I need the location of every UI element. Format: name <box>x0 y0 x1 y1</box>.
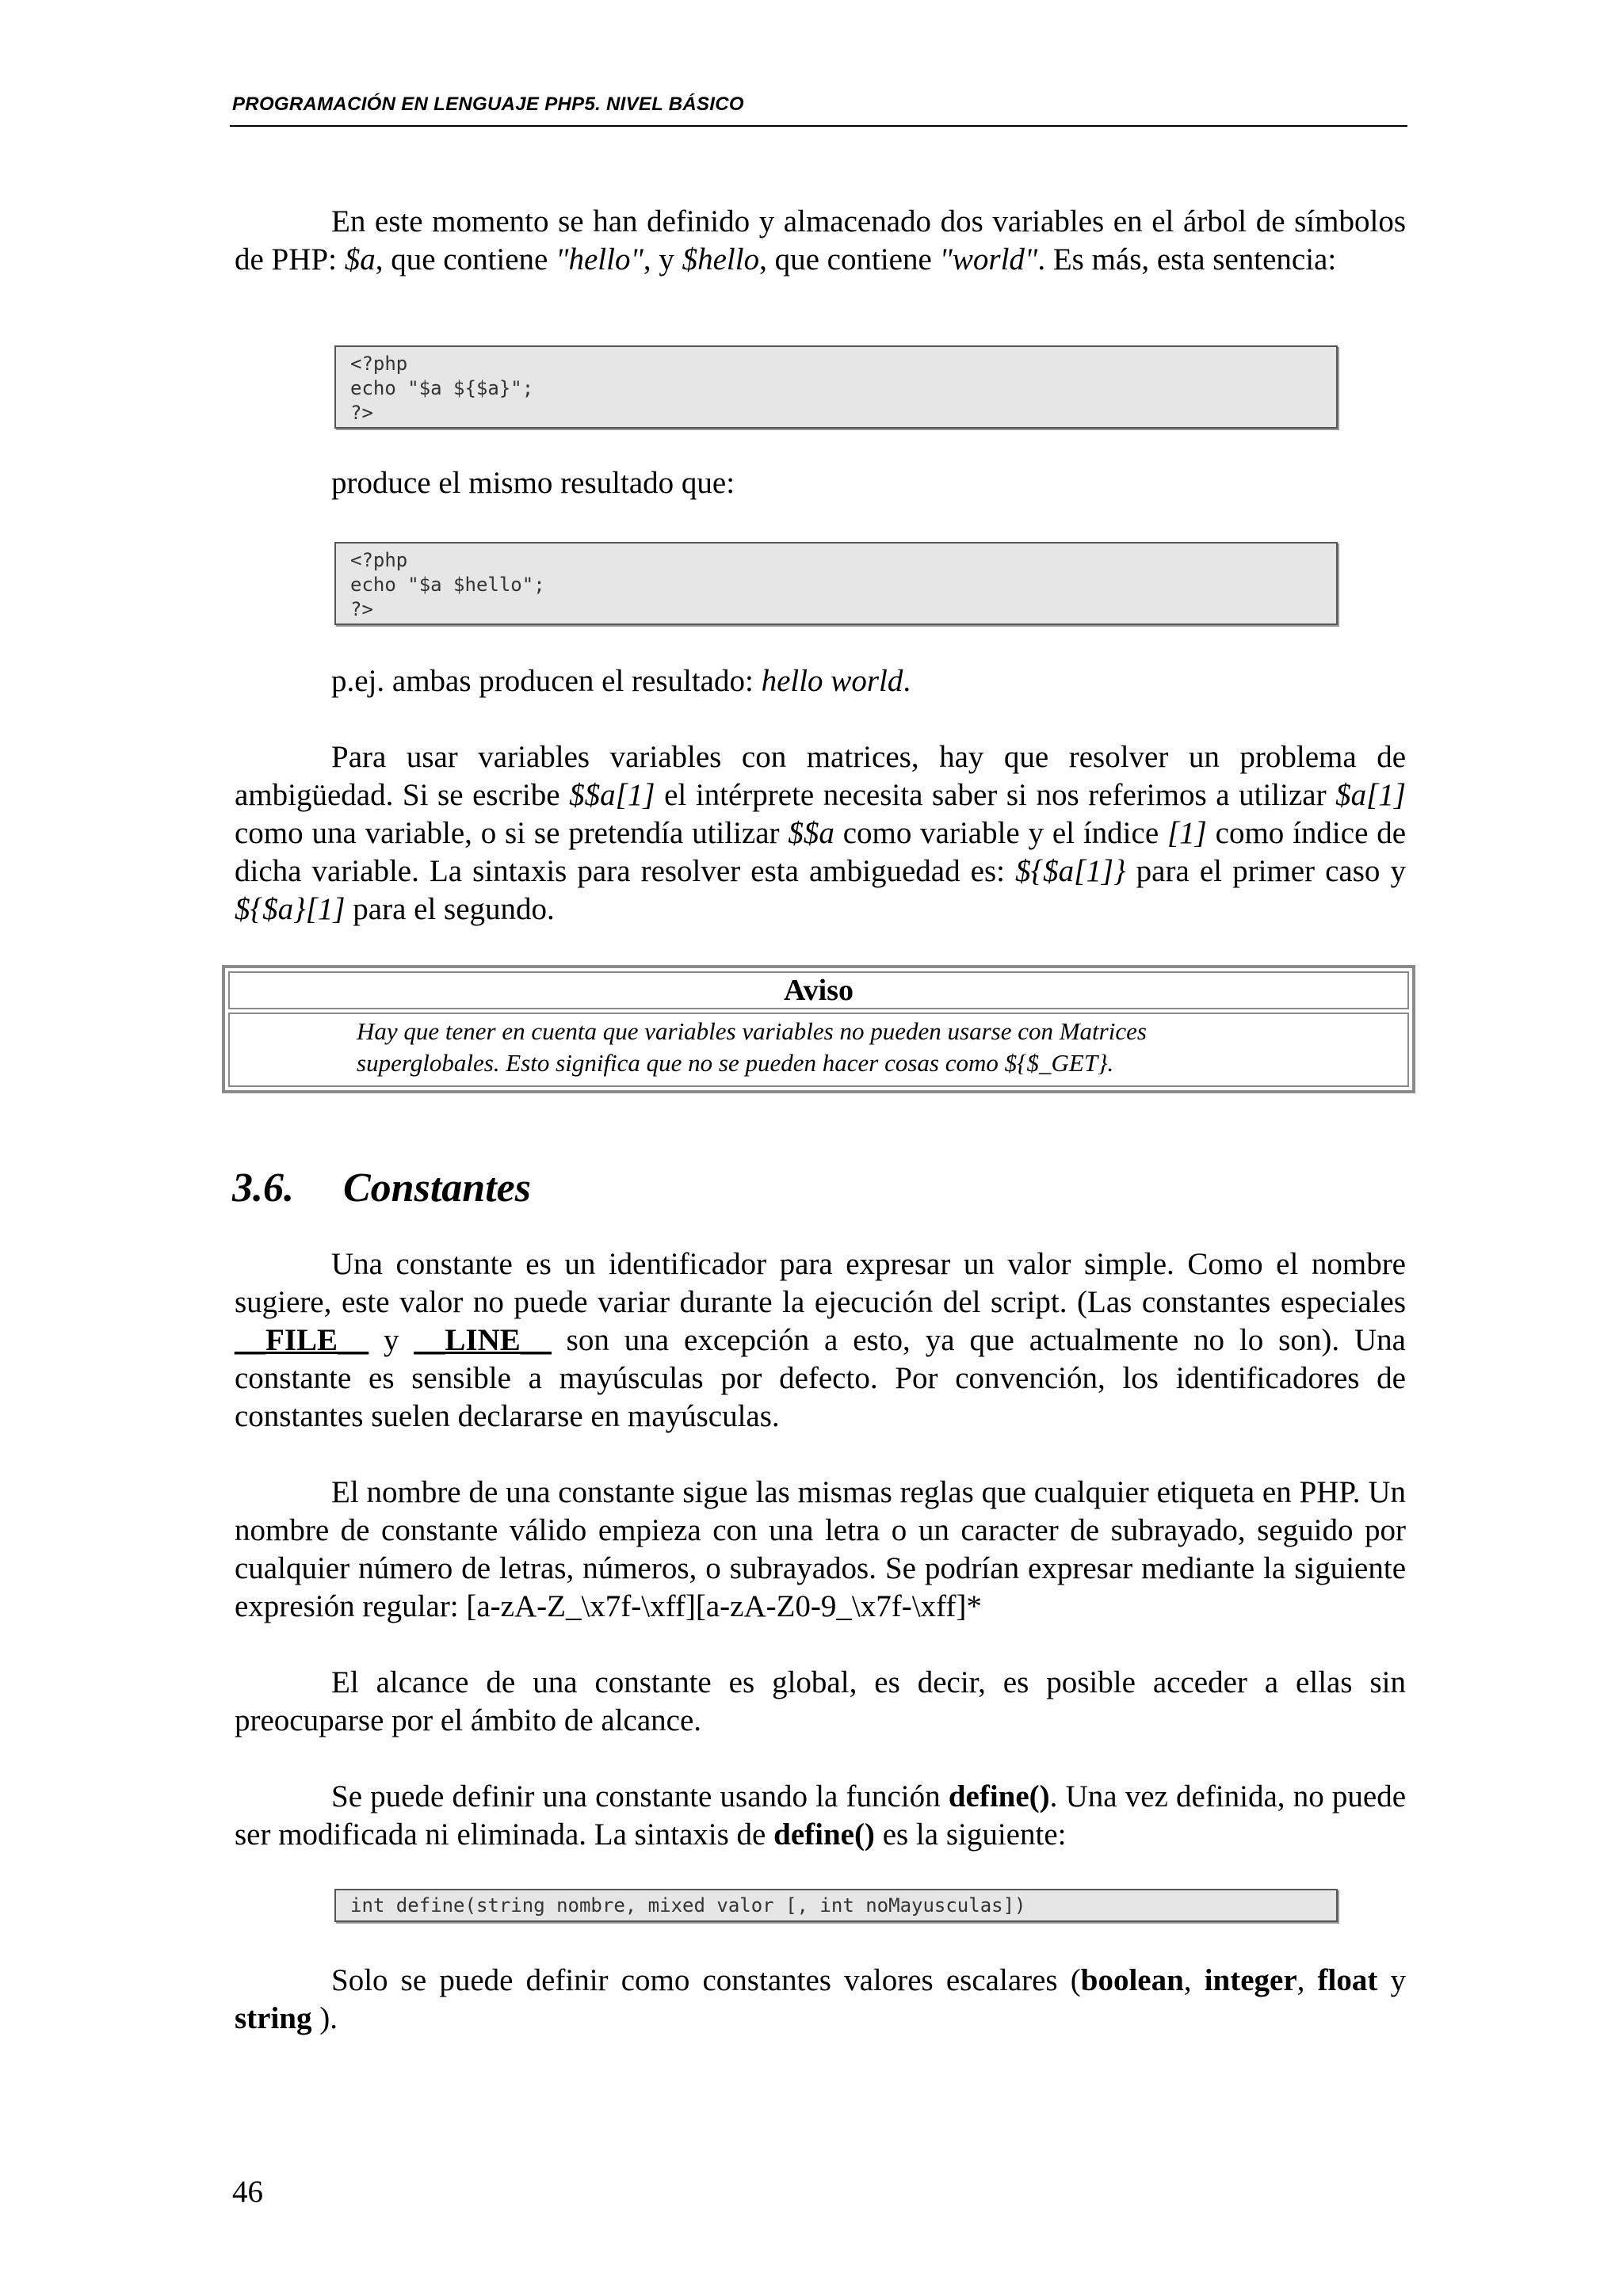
text: En este momento se han definido y almacenado dos variables en el árbol de símbolos de PHP: <box>235 204 1406 277</box>
paragraph-result <box>331 662 1406 700</box>
text: . Es más, esta sentencia: <box>1037 242 1337 277</box>
paragraph-scalar-types <box>235 1962 1406 2038</box>
em-world: "world" <box>939 242 1038 277</box>
text: Una constante es un identificador para expresar un valor simple. Como el nombre sugiere, este valor no puede variar durante la ejecución del script. (Las constantes especiales <box>235 1247 1406 1319</box>
em-code: ${$a}[1] <box>235 892 346 926</box>
text: es la siguiente: <box>874 1817 1067 1852</box>
text: El nombre de una constante sigue las mismas reglas que cualquier etiqueta en PHP. Un nombre de constante válido empieza con una letra o un caracter de subrayado, seguido por cualquier número de letras, números, o subrayados. Se podrían expresar mediante la siguiente expresión regular: [a-zA-Z_\x7f-\xff][a-zA-Z0-9_\x7f-\xff]* <box>235 1475 1406 1623</box>
section-title: Constantes <box>343 1165 531 1211</box>
paragraph-define-function <box>235 1778 1406 1854</box>
paragraph-variables-defined <box>235 203 1406 279</box>
paragraph-ambiguity <box>235 738 1406 929</box>
text: Para usar variables variables con matrices, hay que resolver un problema de ambigüedad. Si se escribe <box>235 740 1406 812</box>
warning-box <box>222 965 1415 1093</box>
text: p.ej. ambas producen el resultado: <box>331 664 762 698</box>
paragraph-constant-naming <box>235 1474 1406 1626</box>
text: para el segundo. <box>345 892 555 926</box>
strong-line-constant: __LINE__ <box>414 1323 552 1357</box>
text: El alcance de una constante es global, es decir, es posible acceder a ellas sin preocuparse por el ámbito de alcance. <box>235 1665 1406 1737</box>
text: Se puede definir una constante usando la función <box>331 1779 949 1814</box>
text: . Una vez definida, no puede ser modificada ni eliminada. La sintaxis de <box>235 1779 1406 1852</box>
text: son una excepción a esto, ya que actualmente no lo son). Una constante es sensible a mayúsculas por defecto. Por convención, los identificadores de constantes suelen declararse en mayúsculas. <box>235 1323 1406 1433</box>
text: y <box>1377 1963 1407 1997</box>
text: , <box>1296 1963 1318 1997</box>
text: , que contiene <box>759 242 940 277</box>
text: Solo se puede definir como constantes valores escalares ( <box>331 1963 1081 1997</box>
em-code: $a[1] <box>1335 778 1407 812</box>
text: el intérprete necesita saber si nos referimos a utilizar <box>655 778 1336 812</box>
code-block-2: <?php echo "$a $hello"; ?> <box>334 542 1338 625</box>
strong-define: define() <box>948 1779 1050 1814</box>
em-code: ${$a[1]} <box>1015 854 1126 888</box>
em-code: $$a[1] <box>569 778 655 812</box>
warning-title: Aviso <box>228 971 1409 1009</box>
section-heading <box>232 1165 531 1212</box>
code-block-define: int define(string nombre, mixed valor [, int noMayusculas]) <box>334 1889 1338 1922</box>
paragraph-same-result: produce el mismo resultado que: <box>331 466 735 500</box>
text: . <box>903 664 911 698</box>
text: y <box>369 1323 414 1357</box>
em-hello-world: hello world <box>761 664 903 698</box>
strong-boolean: boolean <box>1080 1963 1184 1997</box>
page-number: 46 <box>232 2175 263 2209</box>
em-code: [1] <box>1167 816 1207 850</box>
text: para el primer caso y <box>1125 854 1406 888</box>
strong-float: float <box>1317 1963 1378 1997</box>
warning-line-1: Hay que tener en cuenta que variables variables no pueden usarse con Matrices <box>357 1017 1147 1045</box>
em-var-hello: $hello <box>682 242 760 277</box>
paragraph-constant-scope <box>235 1664 1406 1740</box>
text: , y <box>643 242 682 277</box>
paragraph-constant-definition <box>235 1245 1406 1436</box>
text: como una variable, o si se pretendía utilizar <box>235 816 789 850</box>
em-code: $$a <box>788 816 834 850</box>
text: , <box>1183 1963 1205 1997</box>
section-number: 3.6. <box>232 1165 294 1211</box>
text: como índice de dicha variable. La sintaxis para resolver esta ambiguedad es: <box>235 816 1407 888</box>
warning-line-2: superglobales. Esto significa que no se pueden hacer cosas como ${$_GET}. <box>357 1049 1114 1077</box>
strong-integer: integer <box>1204 1963 1297 1997</box>
strong-file-constant: __FILE__ <box>235 1323 369 1357</box>
running-header: PROGRAMACIÓN EN LENGUAJE PHP5. NIVEL BÁSICO <box>232 93 744 115</box>
strong-string: string <box>235 2001 312 2035</box>
text: como variable y el índice <box>834 816 1167 850</box>
header-rule <box>230 125 1407 127</box>
warning-body <box>228 1013 1409 1087</box>
strong-define: define() <box>773 1817 875 1852</box>
em-hello: "hello" <box>556 242 643 277</box>
text: ). <box>311 2001 338 2035</box>
em-var-a: $a <box>344 242 376 277</box>
text: , que contiene <box>375 242 556 277</box>
code-block-1: <?php echo "$a ${$a}"; ?> <box>334 345 1338 429</box>
